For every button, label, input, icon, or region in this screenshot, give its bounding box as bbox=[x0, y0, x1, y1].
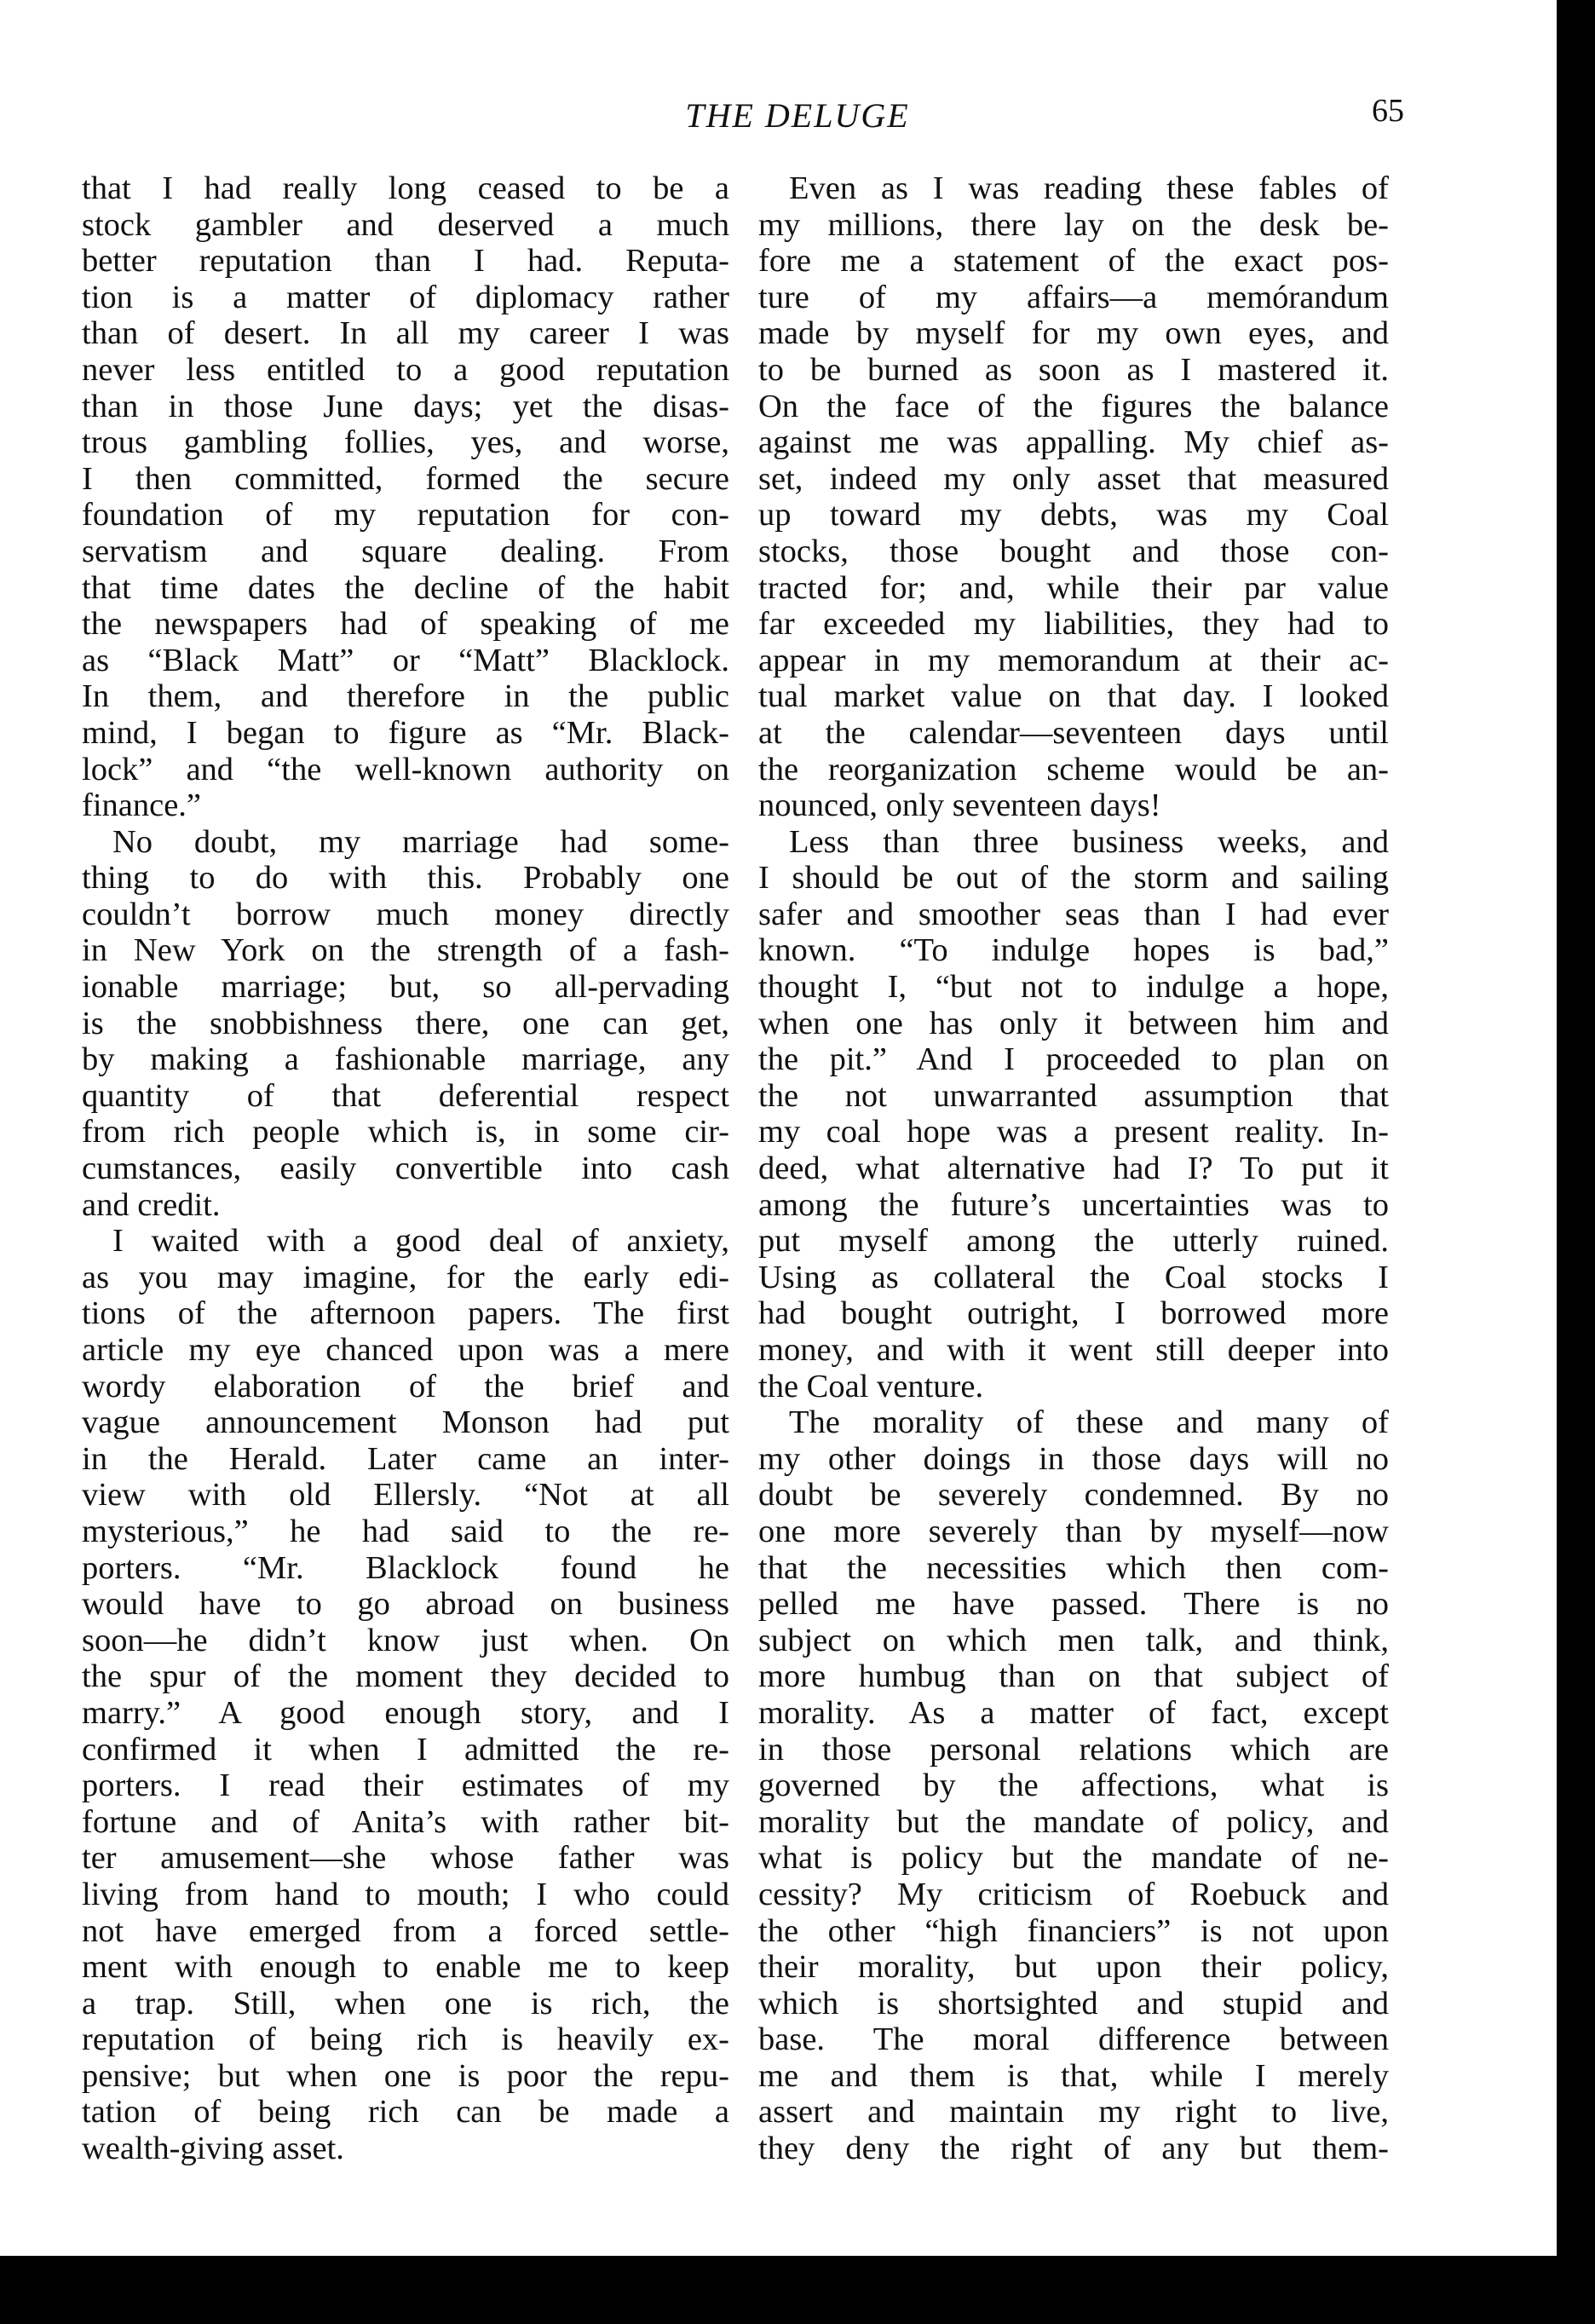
text-line: I then committed, formed the secure bbox=[82, 460, 729, 497]
text-line: vague announcement Monson had put bbox=[82, 1404, 729, 1441]
text-line: and credit. bbox=[82, 1186, 221, 1223]
text-line: at the calendar—seventeen days until bbox=[758, 714, 1389, 751]
text-line: put myself among the utterly ruined. bbox=[758, 1223, 1389, 1260]
text-line: not have emerged from a forced settle- bbox=[82, 1912, 729, 1949]
text-line: among the future’s uncertainties was to bbox=[758, 1186, 1389, 1223]
text-line: cessity? My criticism of Roebuck and bbox=[758, 1876, 1389, 1912]
text-line: tion is a matter of diplomacy rather bbox=[82, 279, 729, 315]
text-line: as “Black Matt” or “Matt” Blacklock. bbox=[82, 642, 729, 678]
text-line: couldn’t borrow much money directly bbox=[82, 896, 729, 932]
text-line: a trap. Still, when one is rich, the bbox=[82, 1985, 729, 2021]
text-line: fore me a statement of the exact pos- bbox=[758, 243, 1389, 280]
text-line: safer and smoother seas than I had ever bbox=[758, 896, 1389, 932]
text-line: article my eye chanced upon was a mere bbox=[82, 1332, 729, 1368]
text-line: The morality of these and many of bbox=[789, 1404, 1389, 1441]
text-line: more humbug than on that subject of bbox=[758, 1658, 1389, 1695]
text-line: thought I, “but not to indulge a hope, bbox=[758, 969, 1389, 1006]
text-line: the reorganization scheme would be an- bbox=[758, 751, 1389, 787]
text-line: that the necessities which then com- bbox=[758, 1549, 1389, 1586]
text-line: appear in my memorandum at their ac- bbox=[758, 642, 1389, 678]
text-line: my coal hope was a present reality. In- bbox=[758, 1114, 1389, 1150]
text-line: in the Herald. Later came an inter- bbox=[82, 1440, 729, 1477]
text-line: against me was appalling. My chief as- bbox=[758, 424, 1389, 461]
text-line: cumstances, easily convertible into cash bbox=[82, 1150, 729, 1187]
text-line: in those personal relations which are bbox=[758, 1731, 1389, 1768]
text-line: tions of the afternoon papers. The first bbox=[82, 1295, 729, 1332]
text-line: tracted for; and, while their par value bbox=[758, 569, 1389, 606]
text-line: subject on which men talk, and think, bbox=[758, 1622, 1389, 1658]
text-line: reputation of being rich is heavily ex- bbox=[82, 2021, 729, 2058]
text-line: servatism and square dealing. From bbox=[82, 533, 729, 569]
scan-edge-bottom bbox=[0, 2256, 1595, 2324]
text-line: is the snobbishness there, one can get, bbox=[82, 1005, 729, 1041]
text-line: far exceeded my liabilities, they had to bbox=[758, 606, 1389, 643]
text-line: On the face of the figures the balance bbox=[758, 388, 1389, 424]
text-line: set, indeed my only asset that measured bbox=[758, 460, 1389, 497]
text-line: finance.” bbox=[82, 787, 201, 824]
text-line: pelled me have passed. There is no bbox=[758, 1586, 1389, 1623]
text-line: No doubt, my marriage had some- bbox=[112, 823, 729, 860]
text-line: tual market value on that day. I looked bbox=[758, 678, 1389, 715]
text-line: mind, I began to figure as “Mr. Black- bbox=[82, 714, 729, 751]
text-line: marry.” A good enough story, and I bbox=[82, 1694, 729, 1731]
text-line: which is shortsighted and stupid and bbox=[758, 1985, 1389, 2021]
text-line: when one has only it between him and bbox=[758, 1005, 1389, 1041]
text-line: stocks, those bought and those con- bbox=[758, 533, 1389, 569]
text-line: fortune and of Anita’s with rather bit- bbox=[82, 1803, 729, 1840]
text-line: they deny the right of any but them- bbox=[758, 2131, 1389, 2167]
text-line: the Coal venture. bbox=[758, 1368, 984, 1404]
text-line: in New York on the strength of a fash- bbox=[82, 932, 729, 969]
text-line: thing to do with this. Probably one bbox=[82, 860, 729, 897]
text-line: morality. As a matter of fact, except bbox=[758, 1694, 1389, 1731]
text-line: that time dates the decline of the habit bbox=[82, 569, 729, 606]
text-line: I should be out of the storm and sailing bbox=[758, 860, 1389, 897]
text-line: the other “high financiers” is not upon bbox=[758, 1912, 1389, 1949]
scan-edge-right bbox=[1557, 0, 1595, 2324]
text-line: known. “To indulge hopes is bad,” bbox=[758, 932, 1389, 969]
text-line: the newspapers had of speaking of me bbox=[82, 606, 729, 643]
text-line: assert and maintain my right to live, bbox=[758, 2094, 1389, 2131]
text-line: soon—he didn’t know just when. On bbox=[82, 1622, 729, 1658]
text-line: the pit.” And I proceeded to plan on bbox=[758, 1041, 1389, 1078]
text-line: the spur of the moment they decided to bbox=[82, 1658, 729, 1695]
text-line: view with old Ellersly. “Not at all bbox=[82, 1477, 729, 1514]
page-number: 65 bbox=[1372, 93, 1404, 129]
text-line: I waited with a good deal of anxiety, bbox=[112, 1223, 729, 1260]
text-line: quantity of that deferential respect bbox=[82, 1077, 729, 1114]
text-line: never less entitled to a good reputation bbox=[82, 351, 729, 388]
text-line: tation of being rich can be made a bbox=[82, 2094, 729, 2131]
text-line: trous gambling follies, yes, and worse, bbox=[82, 424, 729, 461]
text-line: doubt be severely condemned. By no bbox=[758, 1477, 1389, 1514]
text-line: made by myself for my own eyes, and bbox=[758, 315, 1389, 352]
text-line: one more severely than by myself—now bbox=[758, 1513, 1389, 1549]
text-line: my millions, there lay on the desk be- bbox=[758, 206, 1389, 243]
text-line: as you may imagine, for the early edi- bbox=[82, 1259, 729, 1295]
text-line: would have to go abroad on business bbox=[82, 1586, 729, 1623]
text-line: mysterious,” he had said to the re- bbox=[82, 1513, 729, 1549]
text-line: had bought outright, I borrowed more bbox=[758, 1295, 1389, 1332]
text-line: what is policy but the mandate of ne- bbox=[758, 1840, 1389, 1877]
text-line: wordy elaboration of the brief and bbox=[82, 1368, 729, 1404]
text-line: lock” and “the well-known authority on bbox=[82, 751, 729, 787]
text-line: money, and with it went still deeper into bbox=[758, 1332, 1389, 1368]
text-line: than of desert. In all my career I was bbox=[82, 315, 729, 352]
text-line: ture of my affairs—a memórandum bbox=[758, 279, 1389, 315]
text-line: from rich people which is, in some cir- bbox=[82, 1114, 729, 1150]
text-line: wealth-giving asset. bbox=[82, 2131, 344, 2167]
text-line: to be burned as soon as I mastered it. bbox=[758, 351, 1389, 388]
text-line: governed by the affections, what is bbox=[758, 1768, 1389, 1804]
text-line: Even as I was reading these fables of bbox=[789, 170, 1389, 206]
text-line: the not unwarranted assumption that bbox=[758, 1077, 1389, 1114]
text-line: base. The moral difference between bbox=[758, 2021, 1389, 2058]
text-line: stock gambler and deserved a much bbox=[82, 206, 729, 243]
text-line: better reputation than I had. Reputa- bbox=[82, 243, 729, 280]
text-line: porters. I read their estimates of my bbox=[82, 1768, 729, 1804]
text-line: up toward my debts, was my Coal bbox=[758, 497, 1389, 533]
text-line: confirmed it when I admitted the re- bbox=[82, 1731, 729, 1768]
text-line: pensive; but when one is poor the repu- bbox=[82, 2057, 729, 2094]
text-line: that I had really long ceased to be a bbox=[82, 170, 729, 206]
text-line: their morality, but upon their policy, bbox=[758, 1949, 1389, 1986]
text-line: nounced, only seventeen days! bbox=[758, 787, 1161, 824]
text-line: my other doings in those days will no bbox=[758, 1440, 1389, 1477]
text-line: deed, what alternative had I? To put it bbox=[758, 1150, 1389, 1187]
text-line: than in those June days; yet the disas- bbox=[82, 388, 729, 424]
text-line: Using as collateral the Coal stocks I bbox=[758, 1259, 1389, 1295]
text-line: morality but the mandate of policy, and bbox=[758, 1803, 1389, 1840]
running-header-title: THE DELUGE bbox=[685, 96, 910, 135]
text-line: living from hand to mouth; I who could bbox=[82, 1876, 729, 1912]
text-line: In them, and therefore in the public bbox=[82, 678, 729, 715]
text-line: ter amusement—she whose father was bbox=[82, 1840, 729, 1877]
text-line: porters. “Mr. Blacklock found he bbox=[82, 1549, 729, 1586]
text-line: by making a fashionable marriage, any bbox=[82, 1041, 729, 1078]
text-line: me and them is that, while I merely bbox=[758, 2057, 1389, 2094]
text-line: foundation of my reputation for con- bbox=[82, 497, 729, 533]
text-line: Less than three business weeks, and bbox=[789, 823, 1389, 860]
text-line: ment with enough to enable me to keep bbox=[82, 1949, 729, 1986]
text-line: ionable marriage; but, so all-pervading bbox=[82, 969, 729, 1006]
right-text-column bbox=[758, 170, 1389, 2167]
left-text-column bbox=[82, 170, 729, 2167]
